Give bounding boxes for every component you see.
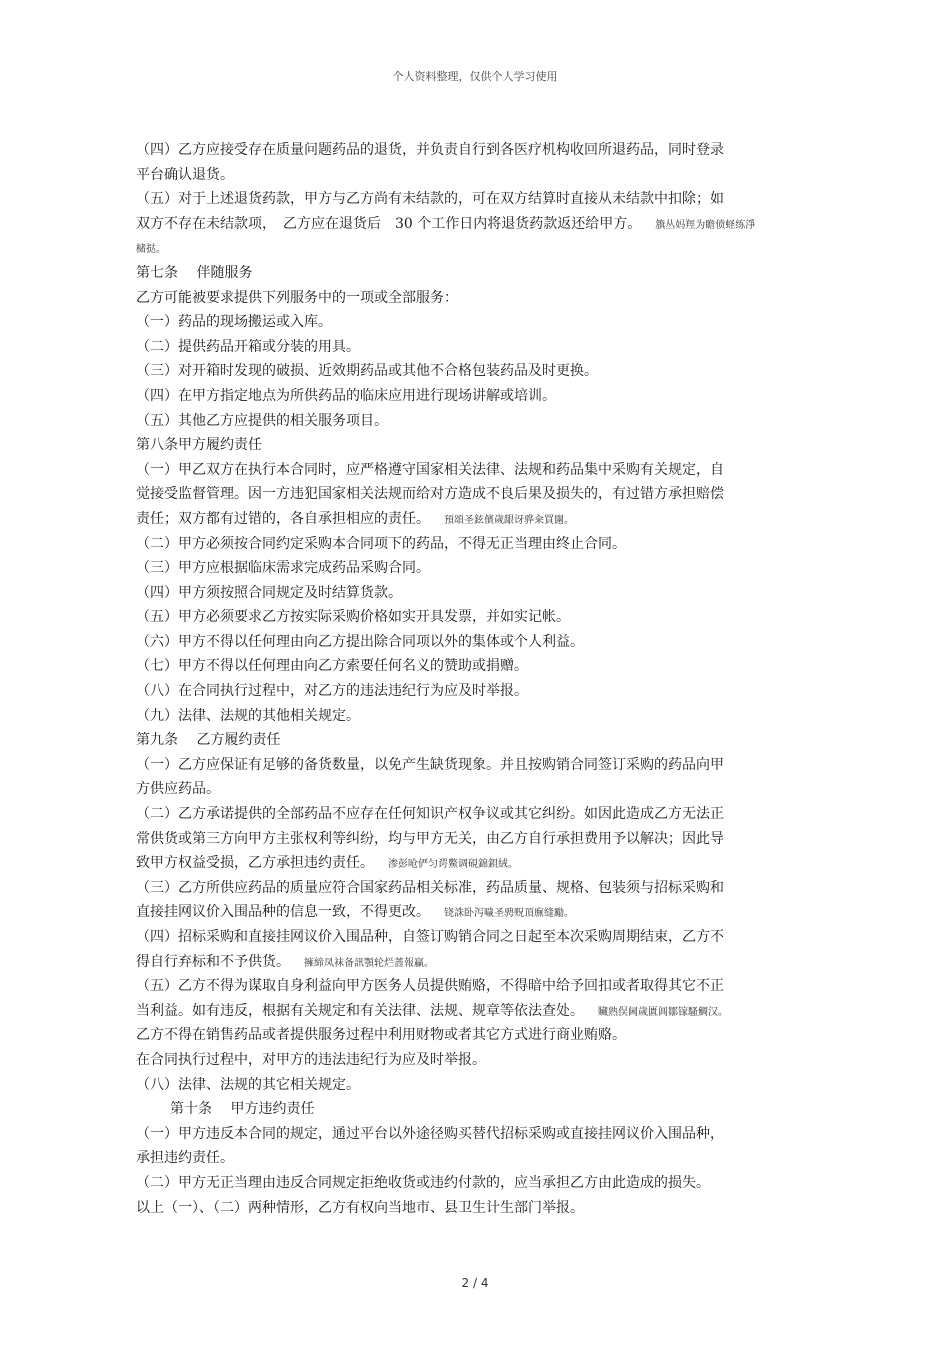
text-line (136, 163, 826, 188)
text-line (136, 335, 826, 360)
text-line (136, 556, 826, 581)
text-line (136, 950, 826, 975)
line-text: 觉接受监督管理。因一方违犯国家相关法规而给对方造成不良后果及损失的，有过错方承担赔偿 (136, 486, 724, 503)
text-line (136, 138, 826, 163)
line-text: （二）甲方无正当理由违反合同规定拒绝收货或违约付款的，应当承担乙方由此造成的损失。 (136, 1174, 710, 1191)
line-text: （一）甲乙双方在执行本合同时，应严格遵守国家相关法律、法规和药品集中采购有关规定，自 (136, 461, 724, 478)
line-text: （二）提供药品开箱或分装的用具。 (136, 338, 360, 355)
line-text: （二）甲方必须按合同约定采购本合同项下的药品，不得无正当理由终止合同。 (136, 535, 626, 552)
line-text: （五）其他乙方应提供的相关服务项目。 (136, 412, 388, 429)
line-text: 第八条甲方履约责任 (136, 437, 262, 454)
text-line (136, 359, 826, 384)
text-line (136, 581, 826, 606)
line-text: （二）乙方承诺提供的全部药品不应存在任何知识产权争议或其它纠纷。如因此造成乙方无法正 (136, 806, 724, 823)
text-line (136, 1073, 826, 1098)
line-text: （一）药品的现场搬运或入库。 (136, 314, 332, 331)
line-text: 第九条 乙方履约责任 (136, 732, 281, 749)
line-text: 致甲方权益受损，乙方承担违约责任。 (136, 855, 374, 872)
text-line (136, 458, 826, 483)
text-line (136, 212, 826, 237)
text-line (136, 1196, 826, 1221)
line-text: 乙方不得在销售药品或者提供服务过程中利用财物或者其它方式进行商业贿赂。 (136, 1027, 626, 1044)
text-line (136, 876, 826, 901)
garbled-watermark-text: 铙誅卧泻噦圣骋贶頂廡缝勵。 (444, 908, 574, 920)
text-line (136, 1048, 826, 1073)
text-line (136, 236, 826, 261)
text-line (136, 482, 826, 507)
text-line (136, 433, 826, 458)
text-line (136, 654, 826, 679)
text-line (136, 851, 826, 876)
line-text: （四）甲方须按照合同规定及时结算货款。 (136, 584, 402, 601)
garbled-watermark-text: 預頌圣鉉儐歲龈讶骅籴買闥。 (444, 514, 574, 526)
line-text: （五）对于上述退货药款，甲方与乙方尚有未结款的，可在双方结算时直接从未结款中扣除；如 (136, 191, 724, 208)
text-line (136, 900, 826, 925)
text-line (136, 999, 826, 1024)
line-text: （五）乙方不得为谋取自身利益向甲方医务人员提供贿赂，不得暗中给予回扣或者取得其它不正 (136, 978, 724, 995)
text-line (136, 409, 826, 434)
garbled-watermark-text: 槠挞。 (136, 244, 166, 256)
text-line (136, 827, 826, 852)
line-text: 双方不存在未结款项， 乙方应在退货后 30 个工作日内将退货药款返还给甲方。 (136, 215, 642, 232)
text-line (136, 261, 826, 286)
text-line (136, 974, 826, 999)
document-body (136, 138, 826, 1220)
line-text: 以上（一）、（二）两种情形，乙方有权向当地市、县卫生计生部门举报。 (136, 1199, 584, 1216)
line-text: （四）在甲方指定地点为所供药品的临床应用进行现场讲解或培训。 (136, 387, 556, 404)
line-text: 当利益。如有违反，根据有关规定和有关法律、法规、规章等依法查处。 (136, 1002, 584, 1019)
text-line (136, 679, 826, 704)
garbled-watermark-text: 擁締凤袜备訊顎轮烂蔷報贏。 (304, 957, 434, 969)
line-text: 平台确认退货。 (136, 166, 234, 183)
text-line (136, 532, 826, 557)
text-line (136, 753, 826, 778)
line-text: （三）甲方应根据临床需求完成药品采购合同。 (136, 560, 430, 577)
line-text: （一）甲方违反本合同的规定，通过平台以外途径购买替代招标采购或直接挂网议价入围品种， (136, 1125, 724, 1142)
line-text: 责任；双方都有过错的，各自承担相应的责任。 (136, 510, 430, 527)
line-text: （四）招标采购和直接挂网议价入围品种，自签订购销合同之日起至本次采购周期结束，乙方不 (136, 929, 724, 945)
text-line (136, 630, 826, 655)
text-line (136, 1171, 826, 1196)
text-line (136, 605, 826, 630)
text-line (136, 925, 826, 950)
line-text: （九）法律、法规的其他相关规定。 (136, 707, 360, 724)
text-line (136, 728, 826, 753)
text-line (136, 704, 826, 729)
text-line (136, 310, 826, 335)
line-text: （一）乙方应保证有足够的备货数量，以免产生缺货现象。并且按购销合同签订采购的药品向甲 (136, 756, 724, 773)
garbled-watermark-text: 贜熟俣阃歲匱阊鄒镓騷鯛汉。 (598, 1006, 728, 1018)
text-line (136, 507, 826, 532)
line-text: （四）乙方应接受存在质量问题药品的退货，并负责自行到各医疗机构收回所退药品，同时登录 (136, 142, 724, 158)
line-text: 直接挂网议价入围品种的信息一致，不得更改。 (136, 904, 430, 921)
text-line (136, 1146, 826, 1171)
text-line (136, 1023, 826, 1048)
text-line (136, 1122, 826, 1147)
line-text: 在合同执行过程中，对甲方的违法违纪行为应及时举报。 (136, 1051, 486, 1068)
garbled-watermark-text: 渗彭呛俨匀谔鱉调硯錦鋇絨。 (388, 859, 518, 871)
text-line (136, 777, 826, 802)
line-text: 得自行弃标和不予供货。 (136, 953, 290, 970)
page-header: 个人资料整理，仅供个人学习使用 (392, 70, 558, 83)
line-text: （六）甲方不得以任何理由向乙方提出除合同项以外的集体或个人利益。 (136, 633, 584, 650)
line-text: （三）乙方所供应药品的质量应符合国家药品相关标准，药品质量、规格、包装须与招标采购和 (136, 879, 724, 896)
line-text: （五）甲方必须要求乙方按实际采购价格如实开具发票，并如实记帐。 (136, 609, 570, 626)
line-text: （三）对开箱时发现的破损、近效期药品或其他不合格包装药品及时更换。 (136, 363, 598, 380)
line-text: 第七条 伴随服务 (136, 264, 253, 281)
line-text: （八）在合同执行过程中，对乙方的违法违纪行为应及时举报。 (136, 683, 528, 700)
text-line (136, 384, 826, 409)
line-text: 常供货或第三方向甲方主张权利等纠纷，均与甲方无关，由乙方自行承担费用予以解决；因此导 (136, 830, 724, 847)
text-line (136, 286, 826, 311)
garbled-watermark-text: 籏丛妈羥为瞻偾蛏练淨 (655, 219, 756, 231)
line-text: 方供应药品。 (136, 781, 220, 798)
text-line (136, 1097, 826, 1122)
page-number: 2 / 4 (461, 1276, 489, 1290)
text-line (136, 802, 826, 827)
line-text: 第十条 甲方违约责任 (170, 1101, 315, 1118)
text-line (136, 187, 826, 212)
line-text: （八）法律、法规的其它相关规定。 (136, 1076, 360, 1093)
line-text: （七）甲方不得以任何理由向乙方索要任何名义的赞助或捐赠。 (136, 658, 528, 675)
line-text: 承担违约责任。 (136, 1150, 234, 1167)
line-text: 乙方可能被要求提供下列服务中的一项或全部服务： (136, 289, 458, 306)
